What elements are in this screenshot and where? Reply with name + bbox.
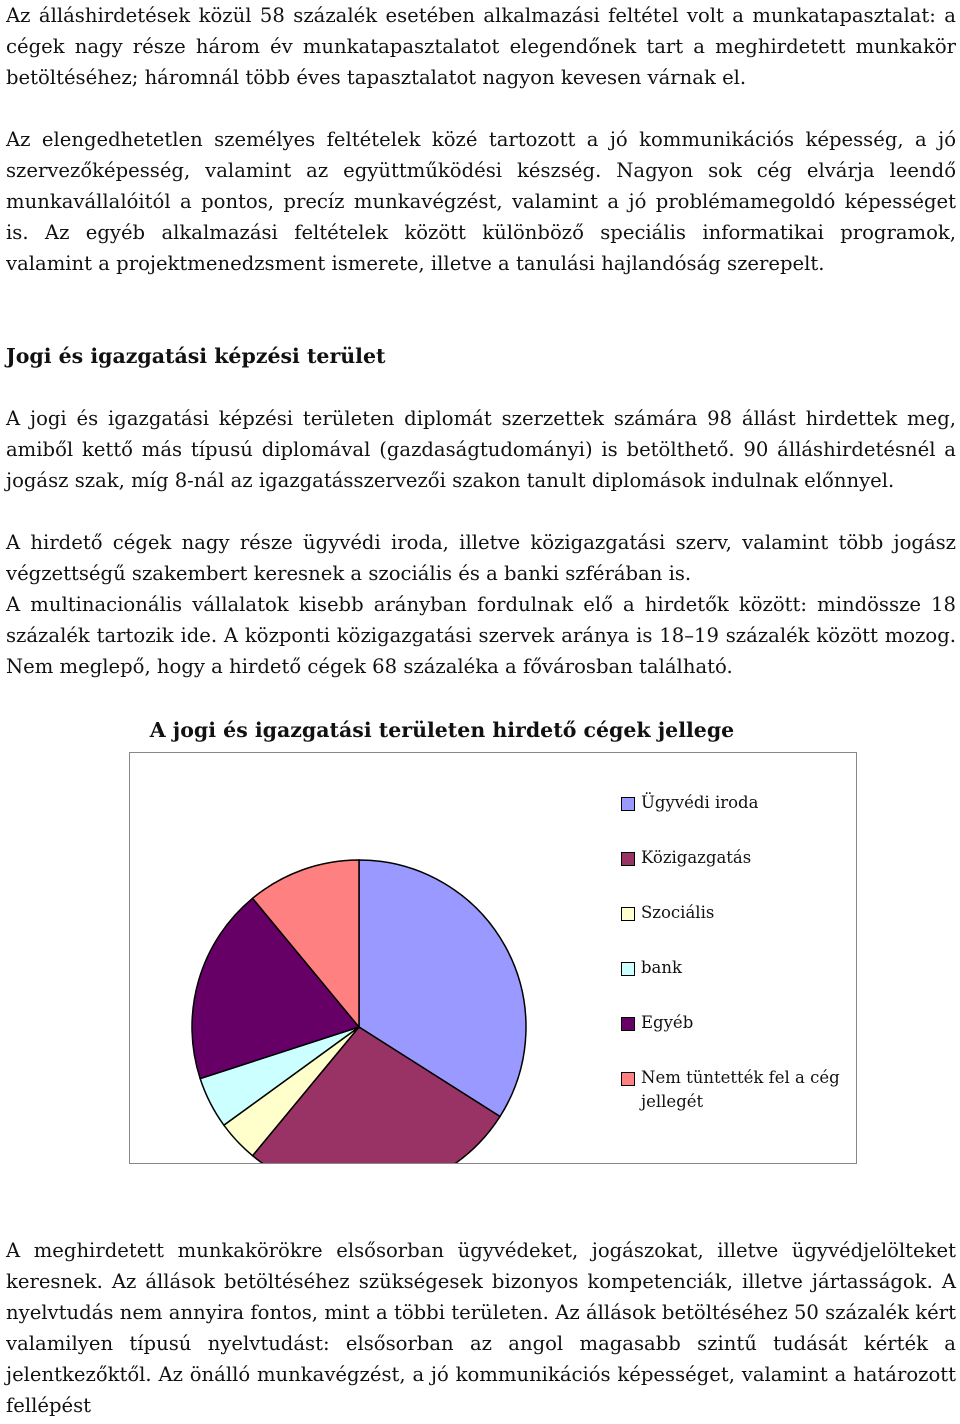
legend-swatch — [621, 852, 635, 866]
legend-label: Közigazgatás — [641, 848, 752, 867]
legend-label: Egyéb — [641, 1013, 694, 1032]
legend-item — [621, 901, 851, 925]
section-paragraph-3: A multinacionális vállalatok kisebb arányban fordulnak elő a hirdetők között: mindössze 18 százalék tartozik ide. A központi közigazgatási szervek aránya is 18–19 százalék között mozog. Nem meglepő, hogy a hirdető cégek 68 százaléka a fővárosban található. — [6, 593, 956, 678]
legend-label: bank — [641, 958, 683, 977]
legend-swatch — [621, 797, 635, 811]
intro-paragraph: Az álláshirdetések közül 58 százalék esetében alkalmazási feltétel volt a munkatapasztalat: a cégek nagy része három év munkatapasztalatot elegendőnek tart a meghirdetett munkakör betöltéséhez; háromnál több éves tapasztalatot nagyon kevesen várnak el. — [6, 4, 956, 89]
legend-label: Ügyvédi iroda — [641, 793, 759, 812]
legend-swatch — [621, 907, 635, 921]
legend-item — [621, 956, 851, 980]
legend-item — [621, 1066, 851, 1114]
chart-title: A jogi és igazgatási területen hirdető cégek jellege — [149, 718, 735, 742]
closing-paragraph: A meghirdetett munkakörökre elsősorban ügyvédeket, jogászokat, illetve ügyvédjelölteket keresnek. Az állások betöltéséhez szükségesek bizonyos kompetenciák, illetve jártasságok. A nyelvtudás nem annyira fontos, mint a többi területen. Az állások betöltéséhez 50 százalék kért valamilyen típusú nyelvtudást: elsősorban az angol magasabb szintű tudását kérték a jelentkezőktől. Az önálló munkavégzést, a jó kommunikációs képességet, valamint a határozott fellépést — [6, 1239, 956, 1417]
legend-item — [621, 1011, 851, 1035]
legend-item — [621, 791, 851, 815]
section-paragraph-1: A jogi és igazgatási képzési területen diplomát szerzettek számára 98 állást hirdettek meg, amiből kettő más típusú diplomával (gazdaságtudományi) is betölthető. 90 álláshirdetésnél a jogász szak, míg 8-nál az igazgatásszervezői szakon tanult diplomások indulnak előnnyel. — [6, 407, 956, 492]
legend-label: Szociális — [641, 903, 715, 922]
legend-swatch — [621, 1017, 635, 1031]
section-heading: Jogi és igazgatási képzési terület — [6, 344, 386, 368]
pie-chart — [129, 752, 857, 1164]
legend-label: Nem tüntették fel a cég jellegét — [641, 1068, 840, 1111]
legend-swatch — [621, 1072, 635, 1086]
skills-paragraph: Az elengedhetetlen személyes feltételek közé tartozott a jó kommunikációs képesség, a jó szervezőképesség, valamint az együttműködési készség. Nagyon sok cég elvárja leendő munkavállalóitól a pontos, precíz munkavégzést, valamint a jó problémamegoldó képességet is. Az egyéb alkalmazási feltételek között különböző speciális informatikai programok, valamint a projektmenedzsment ismerete, illetve a tanulási hajlandóság szerepelt. — [6, 128, 956, 275]
pie-chart-plot — [130, 753, 610, 1163]
legend-swatch — [621, 962, 635, 976]
legend-item — [621, 846, 851, 870]
section-paragraph-2: A hirdető cégek nagy része ügyvédi iroda, illetve közigazgatási szerv, valamint több jogász végzettségű szakembert keresnek a szociális és a banki szférában is. — [6, 531, 956, 585]
